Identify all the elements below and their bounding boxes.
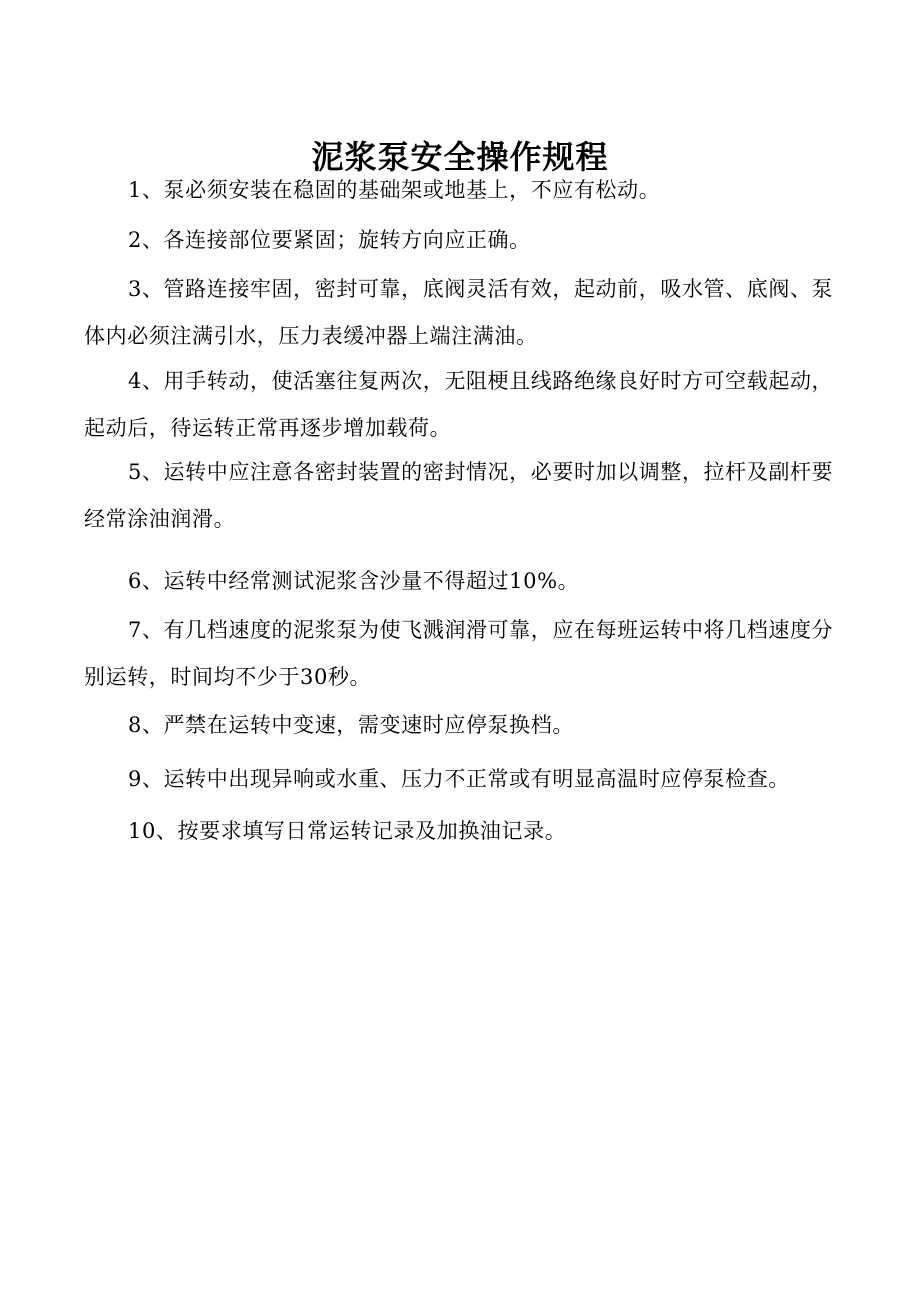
rule-item-2: 2、各连接部位要紧固；旋转方向应正确。 bbox=[128, 228, 531, 252]
rule-item-3: 3、管路连接牢固，密封可靠，底阀灵活有效，起动前，吸水管、底阀、泵体内必须注满引水，压力表缓冲器上端注满油。 bbox=[84, 277, 834, 348]
rule-item-6: 6、运转中经常测试泥浆含沙量不得超过10%。 bbox=[128, 569, 580, 593]
rule-item-8: 8、严禁在运转中变速，需变速时应停泵换档。 bbox=[128, 713, 574, 737]
document-title: 泥浆泵安全操作规程 bbox=[311, 138, 609, 177]
rule-item-9: 9、运转中出现异响或水重、压力不正常或有明显高温时应停泵检查。 bbox=[128, 767, 790, 791]
rule-item-4: 4、用手转动，使活塞往复两次，无阻梗且线路绝缘良好时方可空载起动，起动后，待运转正常再逐步增加载荷。 bbox=[84, 369, 834, 440]
rule-item-10: 10、按要求填写日常运转记录及加换油记录。 bbox=[128, 819, 567, 843]
rule-item-5: 5、运转中应注意各密封装置的密封情况，必要时加以调整，拉杆及副杆要经常涂油润滑。 bbox=[84, 460, 834, 531]
rule-item-7: 7、有几档速度的泥浆泵为使飞溅润滑可靠，应在每班运转中将几档速度分别运转，时间均不少于30秒。 bbox=[84, 618, 834, 689]
rule-item-1: 1、泵必须安装在稳固的基础架或地基上，不应有松动。 bbox=[128, 178, 661, 202]
